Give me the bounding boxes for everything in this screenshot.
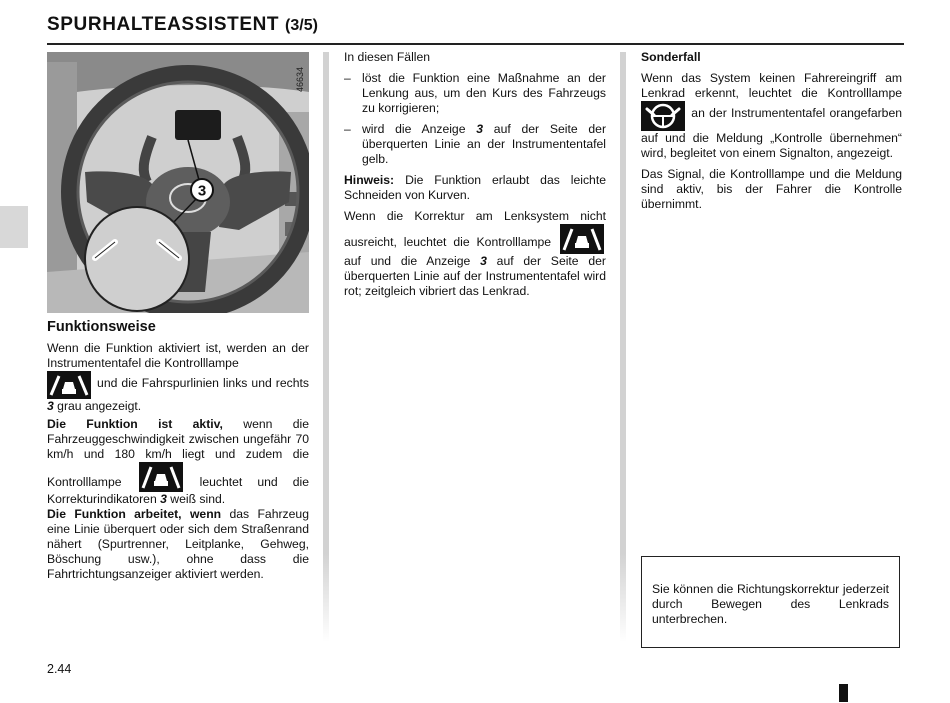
title-section: (3/5) — [285, 17, 318, 34]
left-p2-ref-3: 3 — [160, 492, 167, 506]
middle-list-item-2 — [344, 122, 606, 167]
lane-keeping-warning-icon — [47, 371, 91, 399]
middle-hint-bold: Hinweis: — [344, 173, 395, 187]
hands-on-wheel-icon — [641, 101, 685, 131]
right-column — [641, 50, 902, 218]
middle-hint-text: Die Funktion erlaubt das leichte Schneiden von Kurven. — [344, 173, 606, 202]
middle-paragraph — [344, 209, 606, 299]
right-heading-text: Sonderfall — [641, 50, 701, 64]
left-p1-text-b: und die Fahrspurlinien links und rechts — [93, 376, 309, 390]
left-paragraph-1 — [47, 341, 309, 414]
right-p1-text-a: Wenn das System keinen Fahrereingriff am Lenkrad erkennt, leuchtet die Kontrolllampe — [641, 71, 902, 100]
note-text: Sie können die Richtungskorrektur jederzeit durch Bewegen des Lenkrads unterbrechen. — [652, 582, 889, 626]
lane-keeping-active-icon — [139, 462, 183, 492]
heading-funktionsweise: Funktionsweise — [47, 319, 156, 335]
middle-hint — [344, 173, 606, 203]
middle-list-item-1 — [344, 71, 606, 116]
right-paragraph-1 — [641, 71, 902, 161]
middle-p-ref-3: 3 — [480, 254, 487, 268]
left-paragraph-3 — [47, 507, 309, 582]
left-p2-bold: Die Funktion ist aktiv, — [47, 417, 223, 431]
left-p1-text-c: grau angezeigt. — [53, 399, 142, 413]
left-p2-text-b: leuchtet und die Korrekturindikatoren — [47, 475, 310, 506]
right-p1-text-b: an der Instrumententafel orangefarben auf und die Meldung „Kontrolle übernehmen“ wird, begleitet von einem Signalton, angezeigt. — [641, 106, 902, 160]
steering-wheel-figure — [47, 52, 309, 313]
list-dash: – — [344, 122, 351, 136]
heading-sonderfall — [641, 50, 902, 65]
note-box — [641, 556, 900, 648]
middle-column — [344, 50, 606, 305]
page-number: 2.44 — [47, 662, 72, 676]
column-divider-1 — [323, 52, 329, 642]
header-rule — [47, 43, 904, 45]
left-p3-text: das Fahrzeug eine Linie überquert oder sich dem Straßenrand nähert (Spurtrenner, Leitplanke, Gehweg, Böschung usw.), ohne dass die Fahrtrichtungsanzeiger aktiviert werden. — [47, 507, 309, 581]
page-title — [47, 14, 318, 36]
list-dash: – — [344, 71, 351, 85]
left-p3-bold: Die Funktion arbeitet, wenn — [47, 507, 222, 521]
middle-item2-text-a: wird die Anzeige — [362, 122, 477, 136]
left-p2-text-a: wenn die Fahrzeuggeschwindigkeit zwischen ungefähr 70 km/h und 180 km/h liegt und zudem die Kontrolllampe — [47, 417, 309, 489]
figure-ref-code: 46634 — [295, 66, 305, 92]
middle-p-text-c: auf der Seite der überquerten Linie auf der Instrumententafel wird rot; zeitgleich vibriert das Lenkrad. — [344, 254, 606, 298]
figure-callout-3: 3 — [197, 182, 207, 200]
left-p1-text-a: Wenn die Funktion aktiviert ist, werden an der Instrumententafel die Kontrolllampe — [47, 341, 309, 370]
left-p1-ref-3: 3 — [47, 399, 54, 413]
title-main: SPURHALTEASSISTENT — [47, 14, 280, 35]
middle-item1-text: löst die Funktion eine Maßnahme an der Lenkung aus, um den Kurs des Fahrzeugs zu korrigieren; — [362, 71, 606, 115]
middle-item2-ref-3: 3 — [476, 122, 484, 136]
end-of-section-mark — [839, 684, 848, 702]
column-divider-2 — [620, 52, 626, 642]
steering-wheel-illustration — [47, 52, 309, 313]
middle-intro: In diesen Fällen — [344, 50, 431, 64]
left-p2-text-c: weiß sind. — [166, 492, 226, 506]
middle-p-text-b: auf und die Anzeige — [344, 254, 481, 268]
right-paragraph-2: Das Signal, die Kontrolllampe und die Meldung sind aktiv, bis der Fahrer die Kontrolle übernimmt. — [641, 167, 902, 211]
chapter-tab — [0, 206, 28, 248]
left-paragraph-2 — [47, 417, 309, 507]
middle-p-text-a: Wenn die Korrektur am Lenksystem nicht ausreicht, leuchtet die Kontrolllampe — [344, 209, 606, 249]
lane-keeping-alert-icon — [560, 224, 604, 254]
left-column — [47, 319, 309, 588]
middle-item2-text-b: auf der Seite der überquerten Linie an der Instrumententafel gelb. — [362, 122, 606, 166]
